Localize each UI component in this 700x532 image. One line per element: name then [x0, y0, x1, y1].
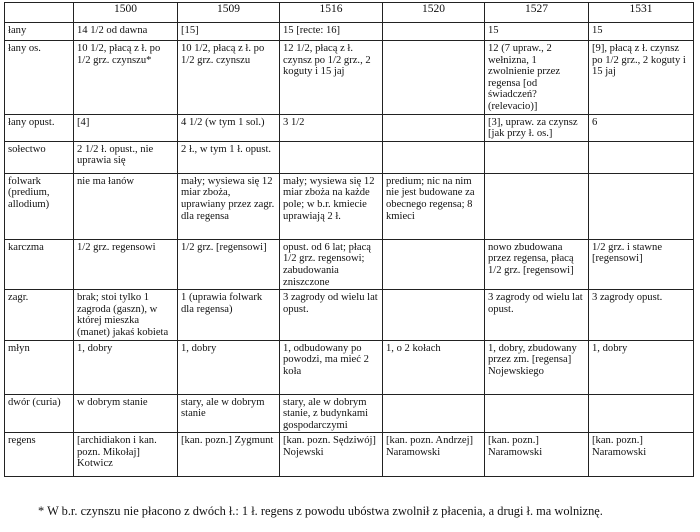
table-cell — [383, 141, 485, 173]
table-row — [5, 23, 694, 41]
year-header: 1520 — [383, 3, 485, 23]
row-label: łany os. — [5, 41, 74, 115]
year-header: 1531 — [589, 3, 694, 23]
table-row — [5, 173, 694, 239]
table-cell — [383, 290, 485, 340]
table-cell: 1, o 2 kołach — [383, 340, 485, 394]
row-label: łany — [5, 23, 74, 41]
table-cell: 4 1/2 (w tym 1 sol.) — [178, 114, 280, 141]
table-cell: [kan. pozn. Andrzej] Naramowski — [383, 433, 485, 477]
table-row — [5, 340, 694, 394]
table-cell: 15 — [485, 23, 589, 41]
table-cell: [kan. pozn.] Zygmunt — [178, 433, 280, 477]
year-header: 1516 — [280, 3, 383, 23]
table-cell — [383, 114, 485, 141]
table-cell: 1, dobry, zbudowany przez zm. [regensa] Nojewskiego — [485, 340, 589, 394]
table-cell: 15 — [589, 23, 694, 41]
table-cell: [15] — [178, 23, 280, 41]
table-cell: 10 1/2, płacą z ł. po 1/2 grz. czynszu* — [74, 41, 178, 115]
table-cell: 10 1/2, płacą z ł. po 1/2 grz. czynszu — [178, 41, 280, 115]
table-cell: opust. od 6 lat; płacą 1/2 grz. regensowi; zabudowania zniszczone — [280, 239, 383, 289]
table-cell — [485, 141, 589, 173]
row-label: zagr. — [5, 290, 74, 340]
table-cell: 1, dobry — [589, 340, 694, 394]
table-cell: 1/2 grz. [regensowi] — [178, 239, 280, 289]
table-cell: [4] — [74, 114, 178, 141]
table-cell: 1/2 grz. i stawne [regensowi] — [589, 239, 694, 289]
table-cell: predium; nic na nim nie jest budowane za obecnego regensa; 8 kmieci — [383, 173, 485, 239]
table-cell: mały; wysiewa się 12 miar zboża na każde pole; w b.r. kmiecie uprawiają 2 ł. — [280, 173, 383, 239]
row-label: folwark (predium, allodium) — [5, 173, 74, 239]
table-cell: 3 zagrody opust. — [589, 290, 694, 340]
row-label: młyn — [5, 340, 74, 394]
table-cell: 12 1/2, płacą z ł. czynsz po 1/2 grz., 2 koguty i 15 jaj — [280, 41, 383, 115]
table-cell — [589, 173, 694, 239]
table-cell: 15 [recte: 16] — [280, 23, 383, 41]
table-cell: 3 1/2 — [280, 114, 383, 141]
table-cell: brak; stoi tylko 1 zagroda (gaszn), w której mieszka (manet) jakaś kobieta — [74, 290, 178, 340]
table-cell: 1 (uprawia folwark dla regensa) — [178, 290, 280, 340]
year-header: 1527 — [485, 3, 589, 23]
year-header: 1509 — [178, 3, 280, 23]
table-cell: 14 1/2 od dawna — [74, 23, 178, 41]
table-row — [5, 114, 694, 141]
table-cell: stary, ale w dobrym stanie, z budynkami gospodarczymi — [280, 394, 383, 433]
footnote: * W b.r. czynszu nie płacono z dwóch ł.: 1 ł. regens z powodu ubóstwa zwolnił z płacenia, a drugi ł. ma wolniznę. — [38, 504, 603, 518]
table-cell: mały; wysiewa się 12 miar zboża, uprawiany przez zagr. dla regensa — [178, 173, 280, 239]
table-cell: stary, ale w dobrym stanie — [178, 394, 280, 433]
table-cell — [383, 41, 485, 115]
table-cell — [589, 141, 694, 173]
table-row — [5, 290, 694, 340]
table-cell: nowo zbudowana przez regensa, płacą 1/2 grz. [regensowi] — [485, 239, 589, 289]
table-cell: [kan. pozn.] Naramowski — [485, 433, 589, 477]
table-cell: [3], upraw. za czynsz [jak przy ł. os.] — [485, 114, 589, 141]
table-cell: 1, dobry — [178, 340, 280, 394]
table-row — [5, 433, 694, 477]
table-cell: 2 ł., w tym 1 ł. opust. — [178, 141, 280, 173]
header-row — [5, 3, 694, 23]
row-label: karczma — [5, 239, 74, 289]
row-label: łany opust. — [5, 114, 74, 141]
table-cell: 12 (7 upraw., 2 wełnizna, 1 zwolnienie przez regensa [od świadczeń? (relevacio)] — [485, 41, 589, 115]
table-cell: 3 zagrody od wielu lat opust. — [280, 290, 383, 340]
table-row — [5, 141, 694, 173]
table-cell: 6 — [589, 114, 694, 141]
table-cell — [280, 141, 383, 173]
header-corner — [5, 3, 74, 23]
table-cell: 2 1/2 ł. opust., nie uprawia się — [74, 141, 178, 173]
year-header: 1500 — [74, 3, 178, 23]
table-cell — [485, 394, 589, 433]
row-label: regens — [5, 433, 74, 477]
table-cell: [kan. pozn.] Naramowski — [589, 433, 694, 477]
row-label: dwór (curia) — [5, 394, 74, 433]
row-label: sołectwo — [5, 141, 74, 173]
table-cell: w dobrym stanie — [74, 394, 178, 433]
table-row — [5, 239, 694, 289]
table-row — [5, 394, 694, 433]
table-cell: 1, odbudowany po powodzi, ma mieć 2 koła — [280, 340, 383, 394]
table-cell: 1/2 grz. regensowi — [74, 239, 178, 289]
table-cell: 1, dobry — [74, 340, 178, 394]
table-cell: nie ma łanów — [74, 173, 178, 239]
table-cell — [383, 394, 485, 433]
table-cell: [archidiakon i kan. pozn. Mikołaj] Kotwicz — [74, 433, 178, 477]
table-cell — [383, 23, 485, 41]
table-cell: [kan. pozn. Sędziwój] Nojewski — [280, 433, 383, 477]
table-cell — [383, 239, 485, 289]
table-cell: [9], płacą z ł. czynsz po 1/2 grz., 2 koguty i 15 jaj — [589, 41, 694, 115]
table-cell — [589, 394, 694, 433]
document-table — [4, 2, 694, 477]
table-cell — [485, 173, 589, 239]
table-cell: 3 zagrody od wielu lat opust. — [485, 290, 589, 340]
table-row — [5, 41, 694, 115]
